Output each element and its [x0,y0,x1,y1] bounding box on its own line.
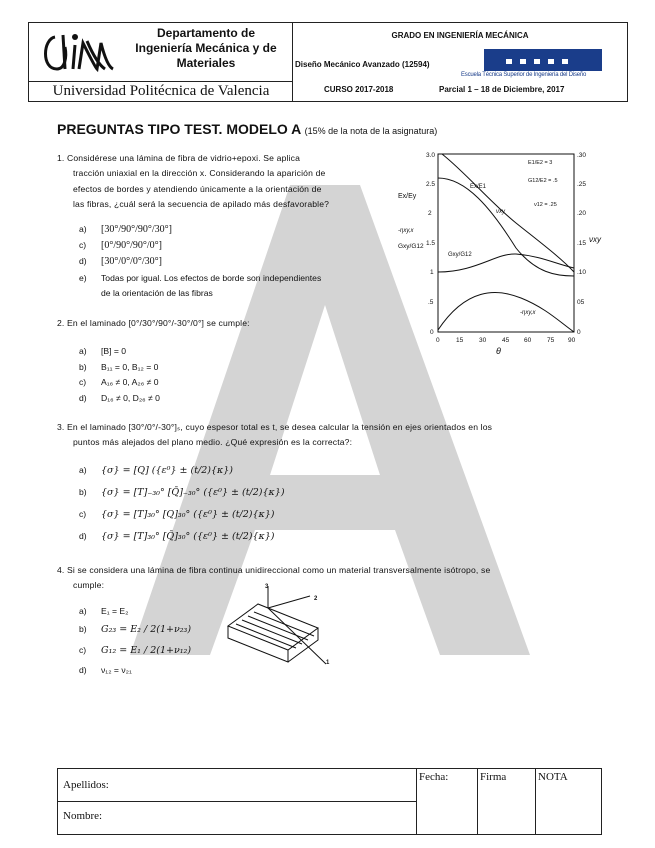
left-tick-2: 2 [428,210,432,217]
right-axis-label: νxy [589,235,601,244]
q4-option-c: c) G₁₂ = E₁ / 2(1+ν₁₂) [79,645,192,656]
x-axis-label: θ [496,346,501,356]
legend-e1e2: E1/E2 = 3 [528,160,553,166]
nota-field: NOTA [538,771,568,783]
left-tick-2-5: 2.5 [426,181,436,188]
left-label-ex-ey: Ex/Ey [398,193,417,200]
school-name: Escuela Técnica Superior de Ingeniería del Diseño [461,72,587,78]
question-3: 3. En el laminado [30°/0°/-30°]ₛ, cuyo espesor total es t, se desea calcular la tensión en ejes orientados en los puntos más alejados del plano medio. ¿Qué expresión es la correcta?: [57,422,493,448]
curve-label-nu: νxy [496,209,505,215]
left-tick-1: 1 [430,269,434,276]
question-1: 1. Considérese una lámina de fibra de vidrio+epoxi. Se aplica tracción uniaxial en la dirección x. Considerando la aparición de efectos de bordes y atendiendo únicamente a la orientación de las fibras, ¿cuál será la secuencia de apilado más desfavorable? [57,153,330,209]
degree-name: GRADO EN INGENIERÍA MECÁNICA [391,31,529,40]
lamina-axis-1: 1 [326,660,330,666]
department-name: Departamento de Ingeniería Mecánica y de Materiales [135,26,277,70]
exam-date: Parcial 1 – 18 de Diciembre, 2017 [439,85,565,94]
lamina-axis-3: 3 [265,584,269,590]
course-year: CURSO 2017-2018 [324,85,394,94]
q1-option-e: e) Todas por igual. Los efectos de borde son independientes [79,273,322,283]
right-tick-30: .30 [577,152,587,159]
q3-option-c: c) {σ} = [T]₃₀° [Q]₃₀° ({ε⁰} ± (t/2){κ}) [79,509,275,520]
laminate-graph [396,148,606,358]
q1-option-d: d) [30°/0°/0°/30°] [79,256,162,267]
x-tick-75: 75 [547,337,555,344]
q1-option-e-cont: de la orientación de las fibras [101,288,213,298]
x-tick-45: 45 [502,337,510,344]
right-tick-0: 0 [577,329,581,336]
q1-option-c: c) [0°/90°/90°/0°] [79,240,162,251]
fecha-field[interactable]: Fecha: [419,771,449,783]
q2-option-d: d) D₁₆ ≠ 0, D₂₆ ≠ 0 [79,393,160,403]
left-tick-3-0: 3.0 [426,152,436,159]
left-label-gxy: Gxy/G12 [398,243,424,250]
x-tick-0: 0 [436,337,440,344]
lamina-fiber-drawing [222,580,337,670]
left-tick-0: 0 [430,329,434,336]
right-tick-05: 05 [577,299,585,306]
apellidos-field[interactable]: Apellidos: [63,779,109,791]
q4-option-d: d) ν₁₂ = ν₂₁ [79,665,132,675]
question-4: 4. Si se considera una lámina de fibra continua unidireccional como un material transversalmente isótropo, se cumple: [57,565,491,591]
page-title: PREGUNTAS TIPO TEST. MODELO A (15% de la nota de la asignatura) [57,121,438,137]
curve-label-gxy: Gxy/G12 [448,252,472,258]
q3-option-a: a) {σ} = [Q] ({ε⁰} ± (t/2){κ}) [79,465,233,476]
x-tick-15: 15 [456,337,464,344]
etsid-logo [484,49,602,71]
curve-label-ex: Ex/E1 [470,184,487,190]
q2-option-b: b) B₁₁ = 0, B₁₂ = 0 [79,362,159,372]
legend-g12e2: G12/E2 = .5 [528,178,558,184]
nombre-field[interactable]: Nombre: [63,810,103,822]
q4-option-a: a) E₁ = E₂ [79,606,129,616]
q4-option-b: b) G₂₃ = E₂ / 2(1+ν₂₃) [79,624,192,635]
header-table [28,22,628,102]
left-tick-0-5: .5 [428,299,434,306]
q3-option-b: b) {σ} = [T]₋₃₀° [Q̄]₋₃₀° ({ε⁰} ± (t/2){κ}) [79,487,285,498]
left-tick-1-5: 1.5 [426,240,436,247]
question-2: 2. En el laminado [0°/30°/90°/-30°/0°] se cumple: [57,318,250,328]
left-label-eta: -ηxy,x [398,228,414,234]
x-tick-30: 30 [479,337,487,344]
x-tick-60: 60 [524,337,532,344]
student-info-table [57,768,602,835]
right-tick-10: .10 [577,269,587,276]
curve-label-eta: -ηxy,x [520,310,536,316]
subject-name: Diseño Mecánico Avanzado (12594) [295,60,430,69]
lamina-axis-2: 2 [314,596,318,602]
dimm-logo [35,29,119,77]
q2-option-a: a) [B] = 0 [79,346,127,356]
q2-option-c: c) A₁₆ ≠ 0, A₂₆ ≠ 0 [79,377,159,387]
q3-option-d: d) {σ} = [T]₃₀° [Q̄]₃₀° ({ε⁰} ± (t/2){κ}) [79,531,275,542]
q1-option-a: a) [30°/90°/90°/30°] [79,224,172,235]
right-tick-15: .15 [577,240,587,247]
right-tick-20: .20 [577,210,587,217]
university-name: Universidad Politécnica de Valencia [52,83,270,99]
firma-field[interactable]: Firma [480,771,507,783]
right-tick-25: .25 [577,181,587,188]
legend-nu12: ν12 = .25 [534,202,557,208]
x-tick-90: 90 [568,337,576,344]
